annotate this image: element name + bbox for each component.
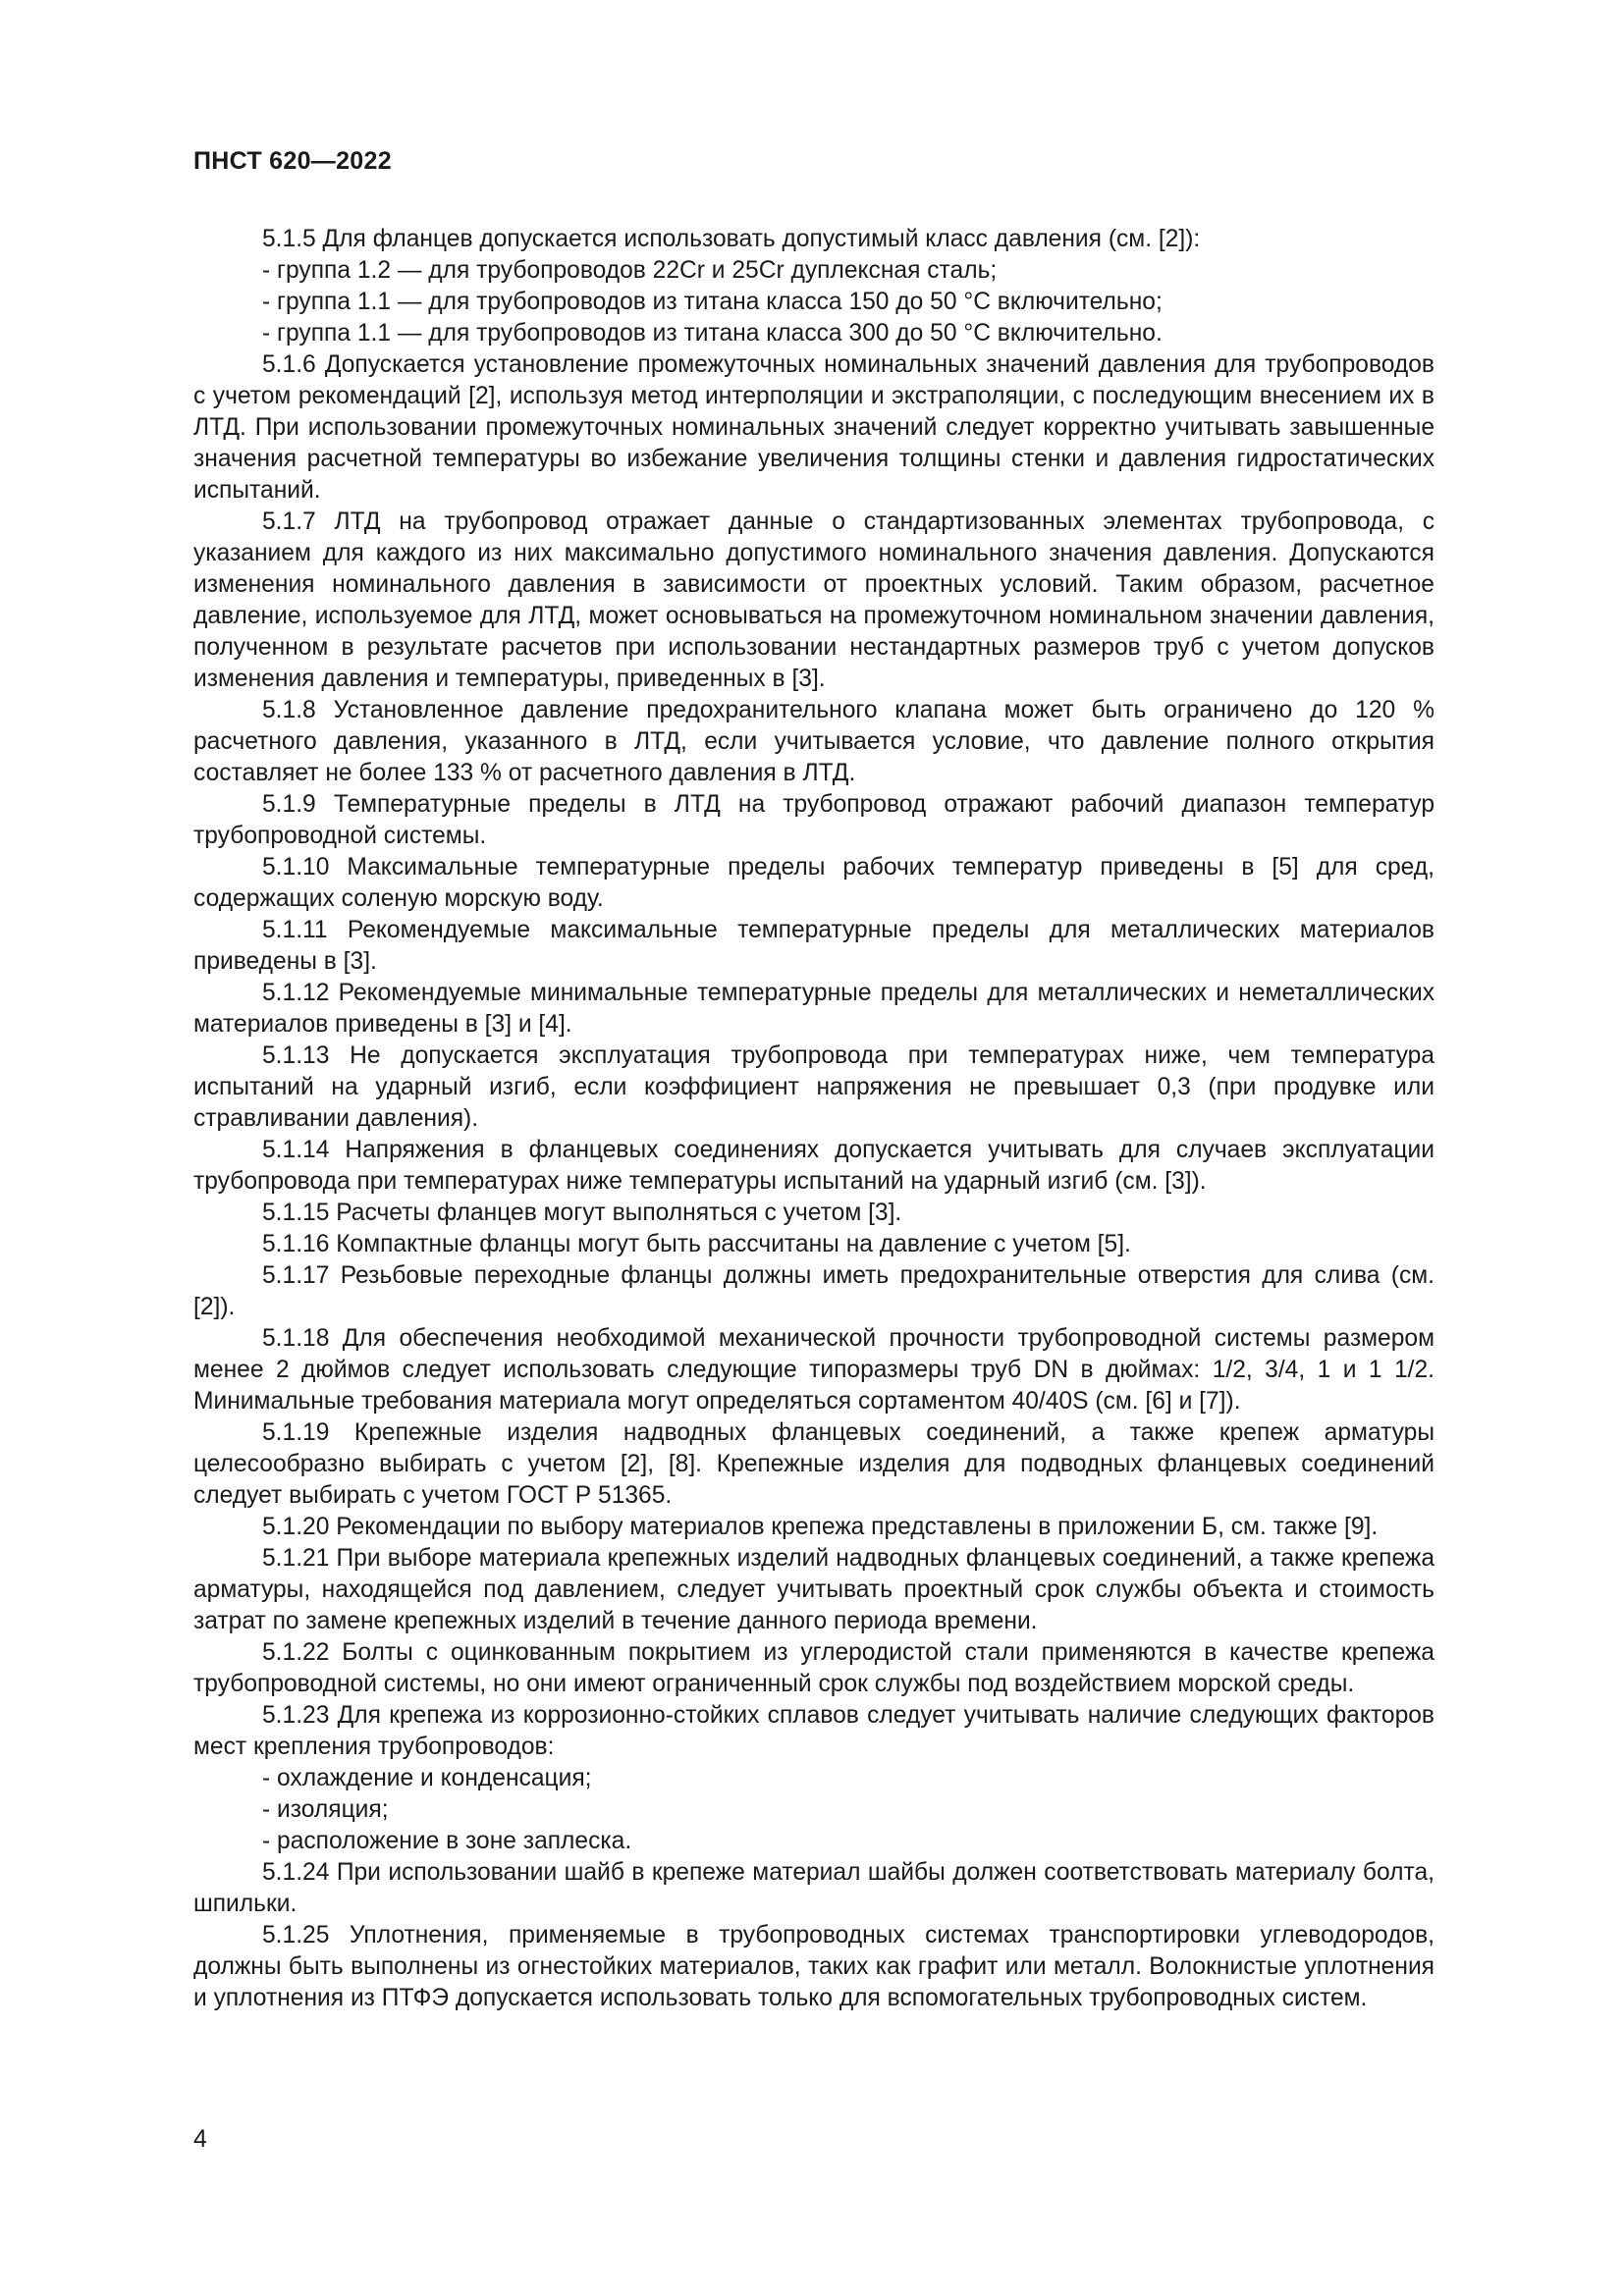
paragraph: 5.1.8 Установленное давление предохранительного клапана может быть ограничено до 120 % расчетного давления, указанного в ЛТД, если учитывается условие, что давление полного открытия составляет не более 133 % от расчетного давления в ЛТД. [193, 697, 1435, 786]
paragraph: 5.1.22 Болты с оцинкованным покрытием из углеродистой стали применяются в качестве крепежа трубопроводной системы, но они имеют ограниченный срок службы под воздействием морской среды. [193, 1639, 1435, 1697]
paragraph: 5.1.17 Резьбовые переходные фланцы должны иметь предохранительные отверстия для слива (см. [2]). [193, 1262, 1435, 1320]
paragraph: 5.1.21 При выборе материала крепежных изделий надводных фланцевых соединений, а также крепежа арматуры, находящейся под давлением, следует учитывать проектный срок службы объекта и стоимость затрат по замене крепежных изделий в течение данного периода времени. [193, 1545, 1435, 1634]
paragraph: 5.1.11 Рекомендуемые максимальные температурные пределы для металлических материалов приведены в [3]. [193, 917, 1435, 975]
page-number: 4 [193, 2125, 207, 2153]
paragraph: 5.1.6 Допускается установление промежуточных номинальных значений давления для трубопроводов с учетом рекомендаций [2], используя метод интерполяции и экстраполяции, с последующим внесением их в ЛТД. При использовании промежуточных номинальных значений следует корректно учитывать завышенные значения расчетной температуры во избежание увеличения толщины стенки и давления гидростатических испытаний. [193, 351, 1435, 504]
document-id-header: ПНСТ 620—2022 [193, 147, 392, 175]
list-item: - группа 1.1 — для трубопроводов из титана класса 150 до 50 °С включительно; [262, 289, 1163, 315]
list-item: - группа 1.2 — для трубопроводов 22Cr и 25Cr дуплексная сталь; [262, 257, 998, 284]
paragraph: 5.1.16 Компактные фланцы могут быть рассчитаны на давление с учетом [5]. [262, 1231, 1131, 1257]
paragraph: 5.1.19 Крепежные изделия надводных фланцевых соединений, а также крепеж арматуры целесообразно выбирать с учетом [2], [8]. Крепежные изделия для подводных фланцевых соединений следует выбирать с учетом ГОСТ Р 51365. [193, 1419, 1435, 1509]
list-item: - группа 1.1 — для трубопроводов из титана класса 300 до 50 °С включительно. [262, 320, 1163, 347]
paragraph: 5.1.9 Температурные пределы в ЛТД на трубопровод отражают рабочий диапазон температур трубопроводной системы. [193, 791, 1435, 849]
paragraph: 5.1.25 Уплотнения, применяемые в трубопроводных системах транспортировки углеводородов, должны быть выполнены из огнестойких материалов, таких как графит или металл. Волокнистые уплотнения и уплотнения из ПТФЭ допускается использовать только для вспомогательных трубопроводных систем. [193, 1922, 1435, 2011]
paragraph: 5.1.15 Расчеты фланцев могут выполняться с учетом [3]. [262, 1200, 902, 1226]
list-item: - расположение в зоне заплеска. [262, 1828, 632, 1854]
list-item: - охлаждение и конденсация; [262, 1765, 592, 1791]
paragraph: 5.1.13 Не допускается эксплуатация трубопровода при температурах ниже, чем температура испытаний на ударный изгиб, если коэффициент напряжения не превышает 0,3 (при продувке или стравливании давления). [193, 1042, 1435, 1132]
paragraph: 5.1.7 ЛТД на трубопровод отражает данные о стандартизованных элементах трубопровода, с указанием для каждого из них максимально допустимого номинального значения давления. Допускаются изменения номинального давления в зависимости от проектных условий. Таким образом, расчетное давление, используемое для ЛТД, может основываться на промежуточном номинальном значении давления, полученном в результате расчетов при использовании нестандартных размеров труб с учетом допусков изменения давления и температуры, приведенных в [3]. [193, 508, 1435, 692]
paragraph: 5.1.23 Для крепежа из коррозионно-стойких сплавов следует учитывать наличие следующих факторов мест крепления трубопроводов: [193, 1702, 1435, 1760]
paragraph: 5.1.10 Максимальные температурные пределы рабочих температур приведены в [5] для сред, содержащих соленую морскую воду. [193, 854, 1435, 912]
document-body [193, 224, 1435, 2014]
paragraph: 5.1.20 Рекомендации по выбору материалов крепежа представлены в приложении Б, см. также [9]. [262, 1514, 1379, 1540]
paragraph: 5.1.18 Для обеспечения необходимой механической прочности трубопроводной системы размером менее 2 дюймов следует использовать следующие типоразмеры труб DN в дюймах: 1/2, 3/4, 1 и 1 1/2. Минимальные требования материала могут определяться сортаментом 40/40S (см. [6] и [7]). [193, 1325, 1435, 1415]
paragraph: 5.1.5 Для фланцев допускается использовать допустимый класс давления (см. [2]): [262, 226, 1201, 252]
paragraph: 5.1.12 Рекомендуемые минимальные температурные пределы для металлических и неметаллических материалов приведены в [3] и [4]. [193, 980, 1435, 1038]
paragraph: 5.1.14 Напряжения в фланцевых соединениях допускается учитывать для случаев эксплуатации трубопровода при температурах ниже температуры испытаний на ударный изгиб (см. [3]). [193, 1137, 1435, 1195]
paragraph: 5.1.24 При использовании шайб в крепеже материал шайбы должен соответствовать материалу болта, шпильки. [193, 1859, 1435, 1917]
list-item: - изоляция; [262, 1796, 389, 1823]
